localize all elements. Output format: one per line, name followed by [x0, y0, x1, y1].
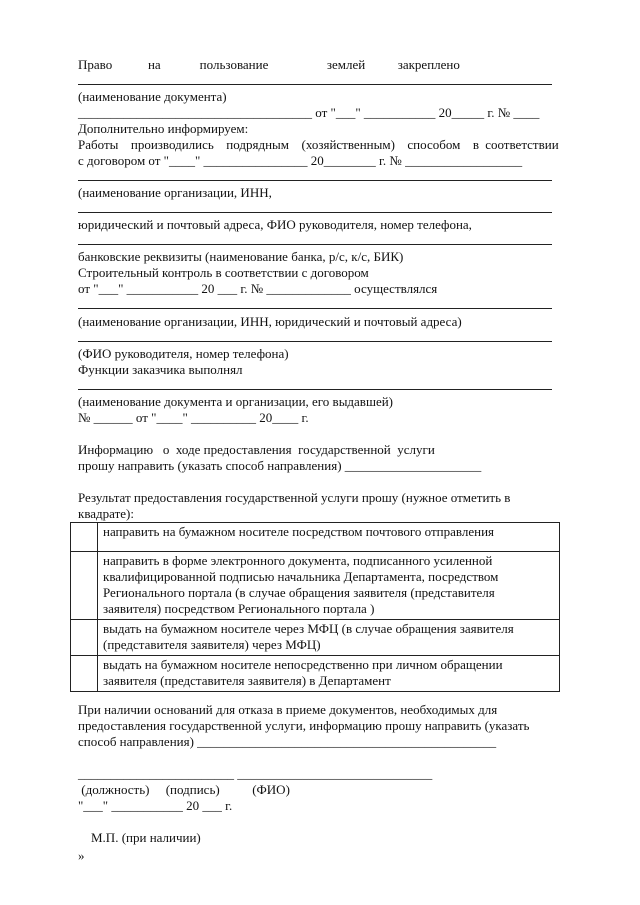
additional-info-label: Дополнительно информируем:: [78, 121, 249, 136]
stamp-place-label: М.П. (при наличии): [78, 830, 201, 845]
works-method-line: Работы производились подрядным (хозяйственным) способом в соответствии: [78, 137, 559, 152]
table-row: [71, 552, 560, 620]
refusal-info-line: При наличии оснований для отказа в приеме документов, необходимых для: [78, 702, 498, 717]
table-row: [71, 620, 560, 656]
doc-name-caption: (наименование документа): [78, 89, 227, 104]
option-checkbox-mail[interactable]: [71, 523, 98, 552]
result-request-line-2: квадрате):: [78, 506, 134, 521]
fill-line: [78, 244, 552, 245]
result-options-table: [70, 522, 560, 692]
result-request-line: Результат предоставления государственной услуги прошу (нужное отметить в: [78, 490, 511, 505]
delivery-method-line: прошу направить (указать способ направления) _____________________: [78, 458, 482, 473]
option-checkbox-in-person[interactable]: [71, 656, 98, 692]
bank-caption: банковские реквизиты (наименование банка, р/с, к/с, БИК): [78, 249, 404, 264]
fill-line: [78, 341, 552, 342]
doc-date-number-line: ____________________________________ от "___" ___________ 20_____ г. № ____: [78, 105, 540, 120]
option-text-electronic: направить в форме электронного документа, подписанного усиленной квалифицированной подписью начальника Департамента, посредством Регионального портала (в случае обращения заявителя (представителя заявителя) посредством Регионального портала ): [98, 552, 560, 620]
control-org-caption: (наименование организации, ИНН, юридический и почтовый адреса): [78, 314, 462, 329]
fill-line: [78, 308, 552, 309]
fill-line: [78, 212, 552, 213]
option-checkbox-electronic[interactable]: [71, 552, 98, 620]
fill-line: [78, 84, 552, 85]
address-caption: юридический и почтовый адреса, ФИО руководителя, номер телефона,: [78, 217, 472, 232]
signature-lines: ________________________ ______________________________: [78, 766, 433, 781]
option-text-mail: направить на бумажном носителе посредством почтового отправления: [98, 523, 560, 552]
org-caption: (наименование организации, ИНН,: [78, 185, 272, 200]
table-row: [71, 523, 560, 552]
issuer-number-line: № ______ от "____" __________ 20____ г.: [78, 410, 309, 425]
option-text-mfc: выдать на бумажном носителе через МФЦ (в случае обращения заявителя (представителя заявителя) через МФЦ): [98, 620, 560, 656]
option-text-in-person: выдать на бумажном носителе непосредственно при личном обращении заявителя (представителя заявителя) в Департамент: [98, 656, 560, 692]
construction-control-label: Строительный контроль в соответствии с договором: [78, 265, 369, 280]
land-right-line: Право на пользование землей закреплено: [78, 57, 460, 72]
issuer-caption: (наименование документа и организации, его выдавшей): [78, 394, 394, 409]
refusal-method-line: способ направления) ______________________________________________: [78, 734, 497, 749]
option-checkbox-mfc[interactable]: [71, 620, 98, 656]
signature-captions: (должность) (подпись) (ФИО): [78, 782, 290, 797]
manager-caption: (ФИО руководителя, номер телефона): [78, 346, 289, 361]
contract-line: с договором от "____" ________________ 20________ г. № __________________: [78, 153, 523, 168]
signature-date-line: "___" ___________ 20 ___ г.: [78, 798, 233, 813]
closing-quote: »: [78, 848, 85, 863]
progress-info-line: Информацию о ходе предоставления государственной услуги: [78, 442, 435, 457]
table-row: [71, 656, 560, 692]
control-contract-line: от "___" ___________ 20 ___ г. № _____________ осуществлялся: [78, 281, 438, 296]
fill-line: [78, 180, 552, 181]
customer-functions-label: Функции заказчика выполнял: [78, 362, 243, 377]
fill-line: [78, 389, 552, 390]
refusal-info-line-2: предоставления государственной услуги, информацию прошу направить (указать: [78, 718, 530, 733]
